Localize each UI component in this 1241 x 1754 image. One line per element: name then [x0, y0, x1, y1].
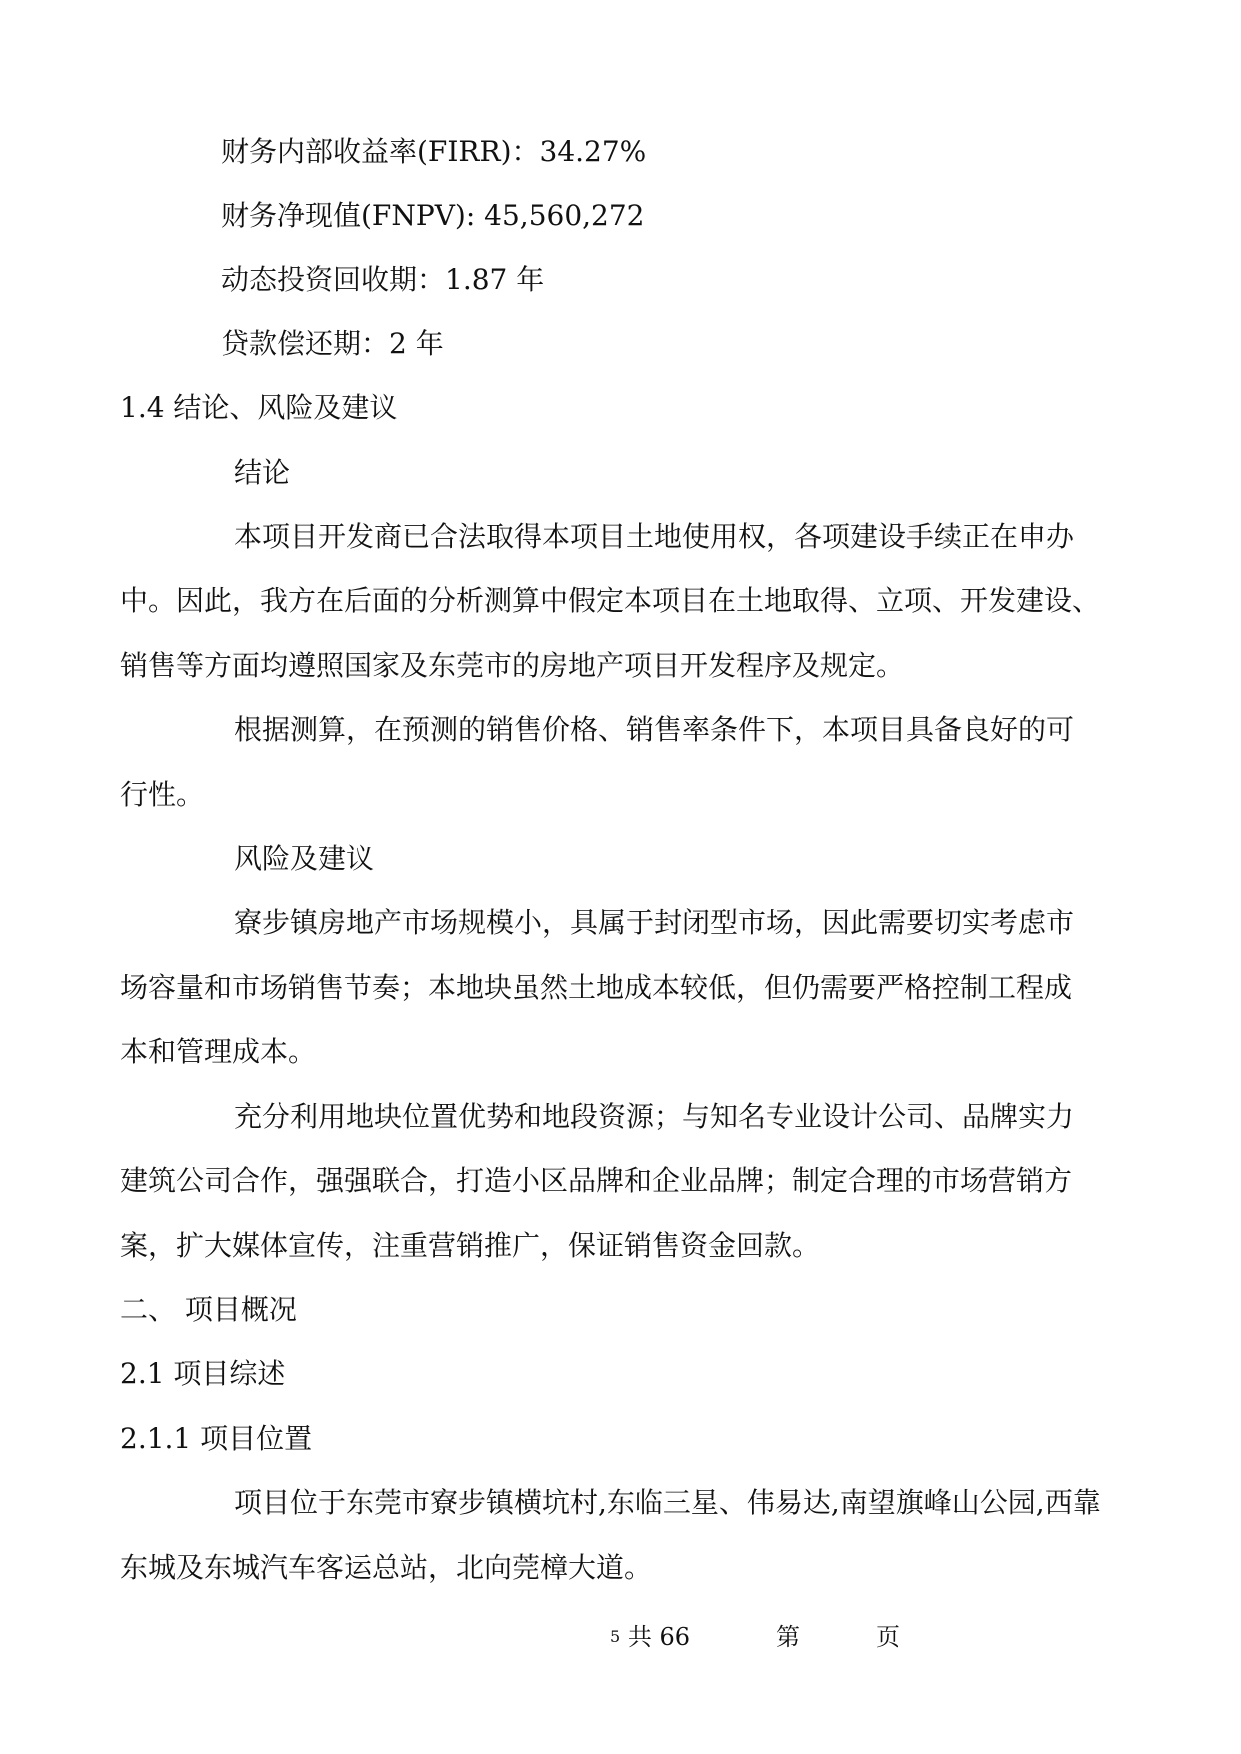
paragraph-line: 寮步镇房地产市场规模小，具属于封闭型市场，因此需要切实考虑市: [234, 906, 1075, 939]
metric-repay: 贷款偿还期：2 年: [221, 327, 444, 360]
paragraph-line: 本和管理成本。: [120, 1035, 317, 1068]
paragraph-line: 本项目开发商已合法取得本项目土地使用权，各项建设手续正在申办: [234, 520, 1075, 553]
page-number: [610, 1620, 690, 1654]
paragraph-line: 场容量和市场销售节奏；本地块虽然土地成本较低，但仍需要严格控制工程成: [120, 971, 1073, 1004]
paragraph-line: 根据测算，在预测的销售价格、销售率条件下，本项目具备良好的可: [234, 713, 1075, 746]
conclusion-title: 结论: [234, 456, 291, 489]
metric-payback: 动态投资回收期：1.87 年: [221, 263, 545, 296]
paragraph-line: 项目位于东莞市寮步镇横坑村,东临三星、伟易达,南望旗峰山公园,西靠: [234, 1486, 1101, 1519]
section-heading-1-4: 1.4 结论、风险及建议: [120, 391, 398, 424]
paragraph-line: 行性。: [120, 778, 205, 811]
page-number-total: 共 66: [627, 1623, 690, 1651]
paragraph-line: 东城及东城汽车客运总站，北向莞樟大道。: [120, 1551, 653, 1584]
subsection-2-1-1: 2.1.1 项目位置: [120, 1422, 313, 1455]
section-heading-2: 二、 项目概况: [120, 1293, 297, 1326]
subsection-2-1: 2.1 项目综述: [120, 1357, 286, 1390]
page-number-current: 5: [610, 1627, 621, 1646]
metric-fnpv: 财务净现值(FNPV): 45,560,272: [221, 199, 645, 232]
footer-ye: 页: [876, 1623, 900, 1651]
paragraph-line: 中。因此，我方在后面的分析测算中假定本项目在土地取得、立项、开发建设、: [120, 584, 1101, 617]
paragraph-line: 充分利用地块位置优势和地段资源；与知名专业设计公司、品牌实力: [234, 1100, 1075, 1133]
paragraph-line: 案，扩大媒体宣传，注重营销推广，保证销售资金回款。: [120, 1229, 821, 1262]
paragraph-line: 销售等方面均遵照国家及东莞市的房地产项目开发程序及规定。: [120, 649, 905, 682]
footer-di: 第: [776, 1623, 800, 1651]
risk-title: 风险及建议: [234, 842, 375, 875]
metric-firr: 财务内部收益率(FIRR)：34.27%: [221, 135, 647, 168]
paragraph-line: 建筑公司合作，强强联合，打造小区品牌和企业品牌；制定合理的市场营销方: [120, 1164, 1073, 1197]
